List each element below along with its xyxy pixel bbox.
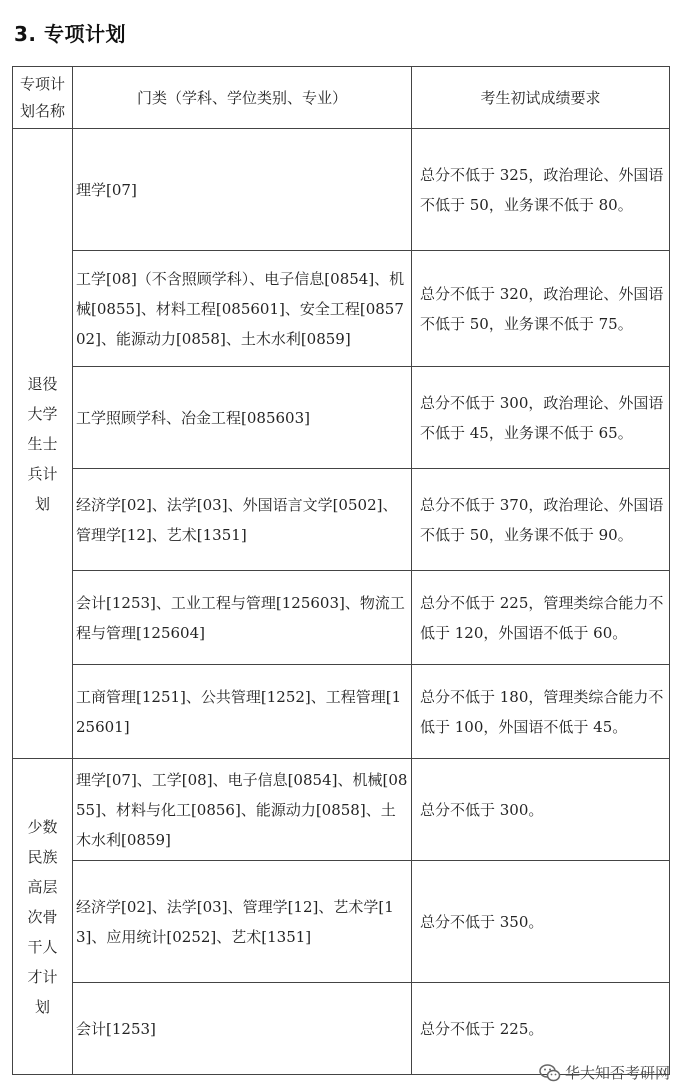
fields-cell: 经济学[02]、法学[03]、管理学[12]、艺术学[13]、应用统计[0252]、艺术[1351] <box>73 861 412 983</box>
page-title: 3. 专项计划 <box>14 22 126 46</box>
fields-cell: 会计[1253] <box>73 983 412 1075</box>
table-row <box>13 469 670 571</box>
watermark-text: 华大知否考研网 <box>564 1064 670 1082</box>
requirement-cell: 总分不低于 320，政治理论、外国语不低于 50，业务课不低于 75。 <box>412 251 670 367</box>
plan-name-minority: 少数民族高层次骨干人才计划 <box>13 759 73 1075</box>
plan-name-veteran: 退役大学生士兵计划 <box>13 129 73 759</box>
fields-cell: 会计[1253]、工业工程与管理[125603]、物流工程与管理[125604] <box>73 571 412 665</box>
wechat-icon <box>539 1063 561 1083</box>
requirement-cell: 总分不低于 225。 <box>412 983 670 1075</box>
header-requirement: 考生初试成绩要求 <box>412 67 670 129</box>
table-row <box>13 251 670 367</box>
fields-cell: 工学[08]（不含照顾学科）、电子信息[0854]、机械[0855]、材料工程[085601]、安全工程[085702]、能源动力[0858]、土木水利[0859] <box>73 251 412 367</box>
requirement-cell: 总分不低于 300，政治理论、外国语不低于 45，业务课不低于 65。 <box>412 367 670 469</box>
header-plan-name: 专项计划名称 <box>13 67 73 129</box>
table-header-row <box>13 67 670 129</box>
fields-cell: 工商管理[1251]、公共管理[1252]、工程管理[125601] <box>73 665 412 759</box>
table-row <box>13 129 670 251</box>
fields-cell: 工学照顾学科、冶金工程[085603] <box>73 367 412 469</box>
table-row <box>13 571 670 665</box>
fields-cell: 经济学[02]、法学[03]、外国语言文学[0502]、管理学[12]、艺术[1351] <box>73 469 412 571</box>
table-row <box>13 367 670 469</box>
table-row <box>13 665 670 759</box>
table-row <box>13 861 670 983</box>
fields-cell: 理学[07]、工学[08]、电子信息[0854]、机械[0855]、材料与化工[0856]、能源动力[0858]、土木水利[0859] <box>73 759 412 861</box>
requirement-cell: 总分不低于 180，管理类综合能力不低于 100，外国语不低于 45。 <box>412 665 670 759</box>
table-row <box>13 759 670 861</box>
fields-cell: 理学[07] <box>73 129 412 251</box>
requirement-cell: 总分不低于 325，政治理论、外国语不低于 50，业务课不低于 80。 <box>412 129 670 251</box>
requirement-cell: 总分不低于 370，政治理论、外国语不低于 50，业务课不低于 90。 <box>412 469 670 571</box>
requirement-cell: 总分不低于 300。 <box>412 759 670 861</box>
header-fields: 门类（学科、学位类别、专业） <box>73 67 412 129</box>
requirement-cell: 总分不低于 350。 <box>412 861 670 983</box>
special-plan-table <box>12 66 670 1075</box>
watermark <box>539 1062 670 1083</box>
requirement-cell: 总分不低于 225，管理类综合能力不低于 120，外国语不低于 60。 <box>412 571 670 665</box>
table-row <box>13 983 670 1075</box>
